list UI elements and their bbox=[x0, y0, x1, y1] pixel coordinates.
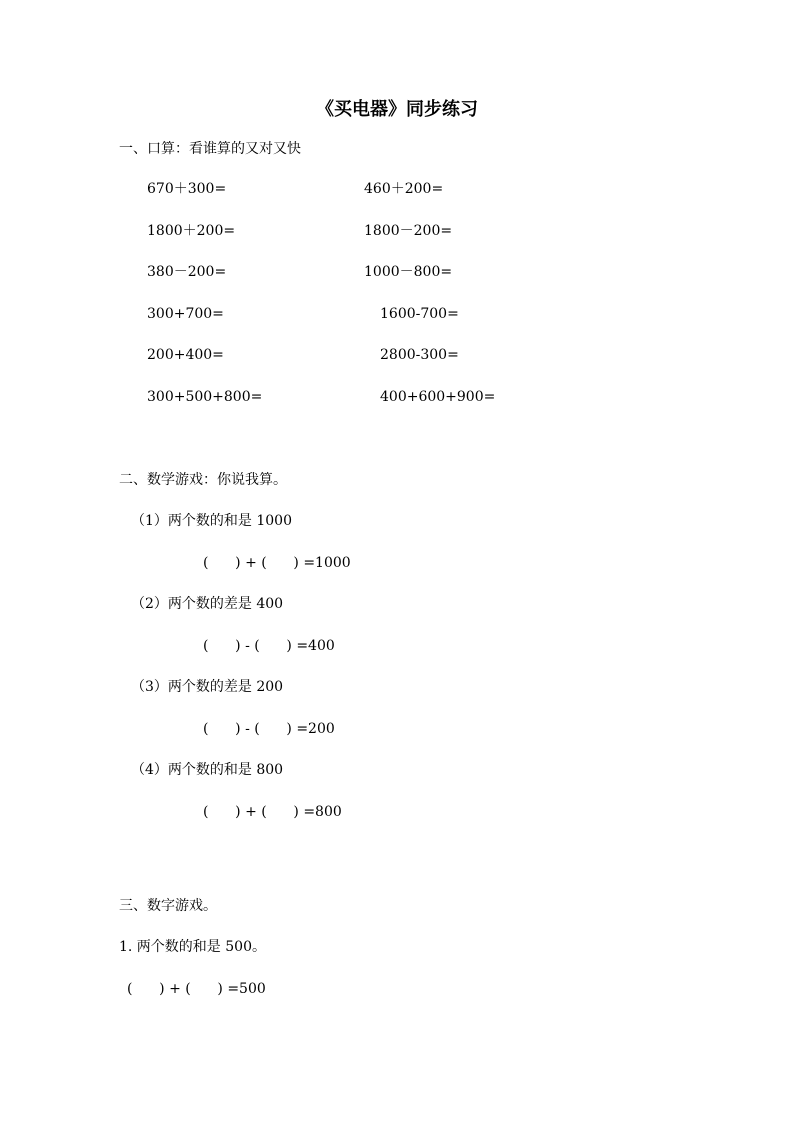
game-question-3: （3）两个数的差是 200 bbox=[131, 679, 284, 695]
game-equation-1: ( ) + ( ) =1000 bbox=[203, 555, 351, 571]
oral-calc-0-left: 670＋300= bbox=[147, 181, 227, 197]
oral-calc-5-right: 400+600+900= bbox=[380, 389, 496, 405]
oral-calc-3-right: 1600-700= bbox=[380, 306, 459, 322]
oral-calc-4-right: 2800-300= bbox=[380, 347, 459, 363]
game-equation-4: ( ) + ( ) =800 bbox=[203, 804, 342, 820]
game-question-1: （1）两个数的和是 1000 bbox=[131, 513, 292, 529]
game-question-4: （4）两个数的和是 800 bbox=[131, 762, 284, 778]
oral-calc-2-left: 380－200= bbox=[147, 264, 227, 280]
number-game-equation-1: ( ) + ( ) =500 bbox=[127, 981, 266, 997]
section-1-heading: 一、口算：看谁算的又对又快 bbox=[119, 141, 301, 157]
game-equation-2: ( ) - ( ) =400 bbox=[203, 638, 335, 654]
number-game-question-1: 1. 两个数的和是 500。 bbox=[119, 939, 266, 955]
oral-calc-1-right: 1800－200= bbox=[364, 223, 453, 239]
oral-calc-3-left: 300+700= bbox=[147, 306, 224, 322]
oral-calc-2-right: 1000－800= bbox=[364, 264, 453, 280]
oral-calc-5-left: 300+500+800= bbox=[147, 389, 263, 405]
page-title: 《买电器》同步练习 bbox=[316, 99, 478, 120]
game-question-2: （2）两个数的差是 400 bbox=[131, 596, 284, 612]
oral-calc-4-left: 200+400= bbox=[147, 347, 224, 363]
oral-calc-0-right: 460＋200= bbox=[364, 181, 444, 197]
section-3-heading: 三、数字游戏。 bbox=[119, 898, 217, 914]
game-equation-3: ( ) - ( ) =200 bbox=[203, 721, 335, 737]
oral-calc-1-left: 1800＋200= bbox=[147, 223, 236, 239]
section-2-heading: 二、数学游戏：你说我算。 bbox=[119, 472, 287, 488]
